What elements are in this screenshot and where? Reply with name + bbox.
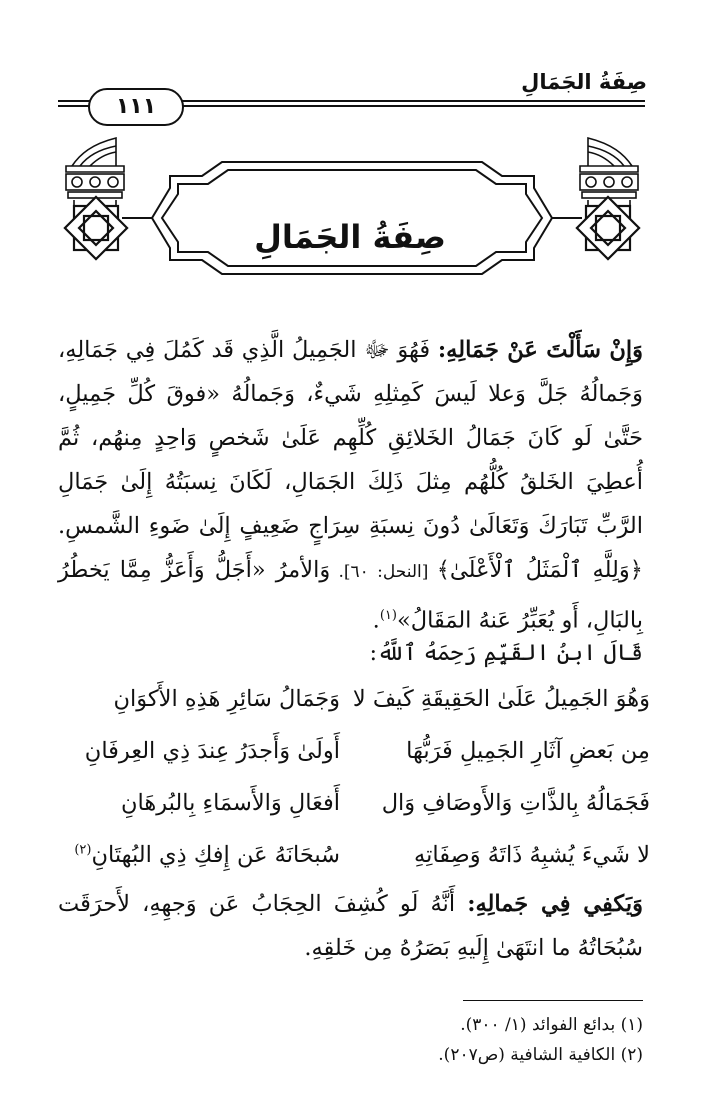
poem-row [55,686,650,738]
poem-hemistich-first: لا شَيءَ يُشبِهُ ذَاتَهُ وَصِفَاتِهِ [414,842,650,868]
footnote-1: (١) بدائع الفوائد (١/ ٣٠٠). [460,1015,643,1035]
left-star-ornament [65,197,127,259]
poem-row [55,790,650,842]
footnote-2: (٢) الكافية الشافية (ص٢٠٧). [438,1045,643,1065]
right-star-ornament [577,197,639,259]
page-number: ١١١ [88,88,184,126]
paragraph-1-end: . [372,607,380,634]
poem [55,686,650,894]
footnote-separator [463,1000,643,1001]
poem-hemistich-second: أَفعَالِ وَالأَسمَاءِ بِالبُرهَانِ [120,790,340,816]
poem-hemistich-second: أَولَىٰ وَأَجدَرُ عِندَ ذِي العِرفَانِ [84,738,340,764]
paragraph-1-text-a: فَهُوَ ﷻ الجَمِيلُ الَّذِي قَد كَمُلَ فِي جَمَالِهِ، وَجَمالُهُ جَلَّ وَعلا لَيسَ كَمِثلِهِ شَيءٌ، وَجَمالُهُ «فوقَ كُلِّ جَمِيلٍ، حَتَّىٰ لَو كَانَ جَمَالُ الخَلائِقِ كُلِّهِم عَلَىٰ شَخصٍ وَاحِدٍ مِنهُم، ثُمَّ أُعطِيَ الخَلقُ كُلُّهُم مِثلَ ذَلِكَ الجَمَالِ، لَكَانَ نِسبَتُهُ إِلَىٰ جَمَالِ الرَّبِّ تَبَارَكَ وَتَعَالَىٰ دُونَ نِسبَةِ سِرَاجٍ ضَعِيفٍ إِلَىٰ ضَوءِ الشَّمسِ. [58,337,643,539]
footnote-marker-1: (١) [379,608,397,623]
poem-last-hemistich-text: سُبحَانَهُ عَن إِفكِ ذِي البُهتَانِ [91,842,340,868]
poem-hemistich-first: وَهُوَ الجَمِيلُ عَلَىٰ الحَقِيقَةِ كَيفَ لا [352,686,650,712]
poem-intro: قَالَ ابنُ القَيِّمِ رَحِمَهُ ٱللَّهُ: [369,640,643,666]
chapter-title: صِفَةُ الجَمَالِ [254,218,446,256]
verse-reference: [النحل: ٦٠]. [330,562,437,582]
chapter-title-frame [52,128,652,298]
paragraph-1-lead: وَإِنْ سَأَلْتَ عَنْ جَمَالِهِ: [437,337,643,363]
poem-hemistich-first: مِن بَعضِ آثَارِ الجَمِيلِ فَرَبُّهَا [406,738,650,764]
footnotes [58,1010,643,1070]
quran-verse: ﴿وَلِلَّهِ ٱلْمَثَلُ ٱلْأَعْلَىٰ﴾ [436,557,643,583]
poem-hemistich-first: فَجَمَالُهُ بِالذَّاتِ وَالأَوصَافِ وَال [381,790,650,816]
paragraph-2 [58,882,643,970]
running-title: صِفَةُ الجَمَالِ [521,70,647,94]
paragraph-2-text: أَنَّهُ لَو كُشِفَ الحِجَابُ عَن وَجهِهِ، لأَحرَقَت سُبُحَاتُهُ ما انتَهَىٰ إِلَيهِ بَصَرُهُ مِن خَلقِهِ. [58,891,643,961]
poem-hemistich-second: وَجَمَالُ سَائِرِ هَذِهِ الأَكوَانِ [113,686,340,712]
footnote-marker-2: (٢) [74,842,92,858]
poem-hemistich-second [55,842,340,868]
paragraph-1-text-b: وَالأمرُ «أَجَلُّ وَأَعَزُّ مِمَّا يَخطُرُ بِالبَالِ، أَو يُعَبِّرُ عَنهُ المَقَالُ» [58,557,643,634]
paragraph-1 [58,328,643,643]
paragraph-2-lead: وَيَكفِي فِي جَمالِهِ: [467,891,643,917]
poem-row [55,738,650,790]
